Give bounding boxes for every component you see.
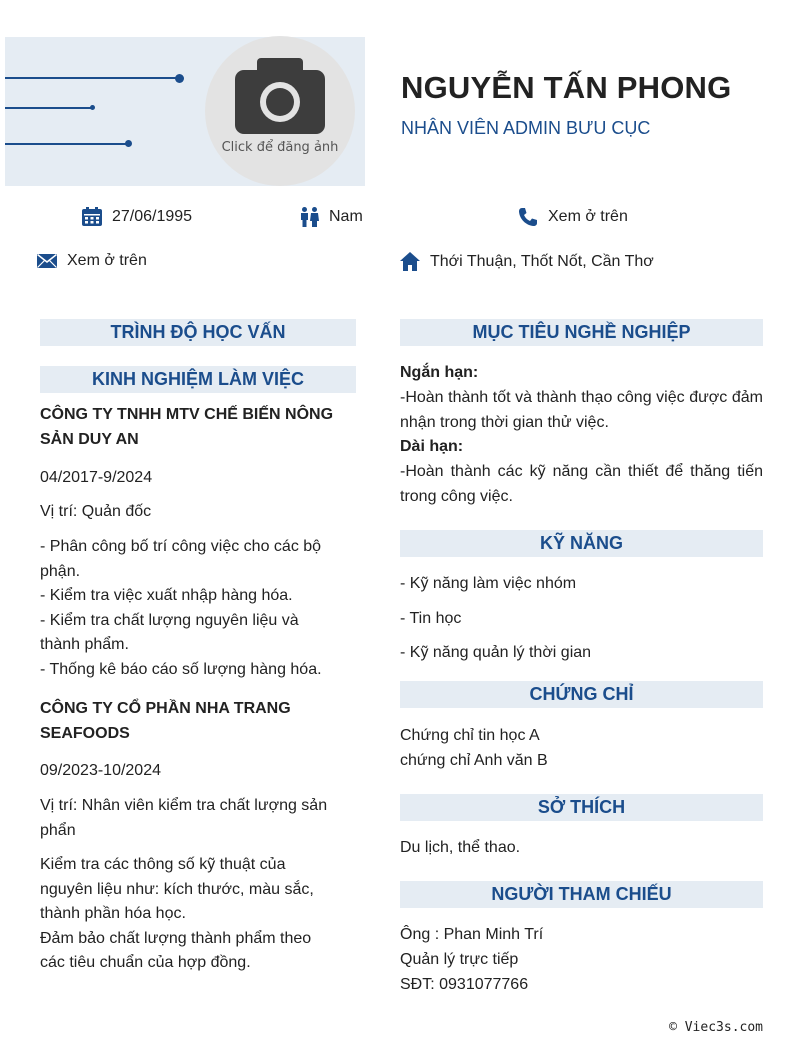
objective-short-label: Ngắn hạn: xyxy=(400,364,479,381)
decorative-dot xyxy=(125,140,132,147)
skill-item: - Kỹ năng làm việc nhóm xyxy=(400,575,577,592)
section-certificates: CHỨNG CHỈ xyxy=(400,681,763,708)
decorative-dot xyxy=(175,74,184,83)
duty-line: các tiêu chuẩn của hợp đồng. xyxy=(40,954,251,971)
decorative-dot xyxy=(90,105,95,110)
gender-icon xyxy=(300,207,319,227)
work-duties xyxy=(40,535,370,682)
birthday-value: 27/06/1995 xyxy=(112,207,193,225)
candidate-name: NGUYỄN TẤN PHONG xyxy=(401,70,732,105)
work-duties xyxy=(40,853,370,976)
company-name xyxy=(40,403,370,452)
address-value: Thới Thuận, Thốt Nốt, Cần Thơ xyxy=(430,252,654,270)
work-period: 09/2023-10/2024 xyxy=(40,762,161,779)
duty-line: - Thống kê báo cáo số lượng hàng hóa. xyxy=(40,660,322,678)
section-education: TRÌNH ĐỘ HỌC VẤN xyxy=(40,319,356,346)
company-name-line: CÔNG TY TNHH MTV CHẾ BIẾN NÔNG xyxy=(40,406,334,423)
avatar-label: Click để đăng ảnh xyxy=(221,140,339,155)
avatar-upload[interactable] xyxy=(205,36,355,186)
objective-long-text: -Hoàn thành các kỹ năng cần thiết để thăng tiến trong công việc. xyxy=(400,463,763,505)
duty-line: - Phân công bố trí công việc cho các bộ xyxy=(40,538,322,555)
duty-line: Đảm bảo chất lượng thành phẩm theo xyxy=(40,929,312,947)
job-title: NHÂN VIÊN ADMIN BƯU CỤC xyxy=(401,118,651,138)
gender-value: Nam xyxy=(329,208,363,225)
email-icon xyxy=(37,253,57,269)
objective-short-text: -Hoàn thành tốt và thành thạo công việc được đảm nhận trong thời gian thử việc. xyxy=(400,389,763,431)
duty-line: - Kiểm tra chất lượng nguyên liệu và xyxy=(40,611,299,629)
decorative-line xyxy=(5,143,129,145)
work-period: 04/2017-9/2024 xyxy=(40,469,153,486)
camera-icon xyxy=(235,56,325,136)
duty-line: Kiểm tra các thông số kỹ thuật của xyxy=(40,856,286,873)
section-hobbies: SỞ THÍCH xyxy=(400,794,763,821)
company-name-line: SẢN DUY AN xyxy=(40,430,139,448)
phone-value: Xem ở trên xyxy=(548,208,628,225)
phone-info xyxy=(518,207,628,227)
certificate-item: Chứng chỉ tin học A xyxy=(400,727,540,744)
objective-long-label: Dài hạn: xyxy=(400,438,464,455)
company-name-line: SEAFOODS xyxy=(40,724,130,742)
footer-copyright: © Viec3s.com xyxy=(669,1020,763,1035)
duty-line: thành phẩm. xyxy=(40,636,129,653)
decorative-line xyxy=(5,77,180,79)
position-line: phẩn xyxy=(40,821,76,839)
duty-line: phận. xyxy=(40,562,81,580)
decorative-line xyxy=(5,107,93,109)
duty-line: thành phần hóa học. xyxy=(40,905,186,922)
reference-line: Ông : Phan Minh Trí xyxy=(400,926,544,943)
certificate-item: chứng chỉ Anh văn B xyxy=(400,752,548,769)
position-line: Vị trí: Nhân viên kiểm tra chất lượng sản xyxy=(40,797,328,814)
section-objective: MỤC TIÊU NGHỀ NGHIỆP xyxy=(400,319,763,346)
skill-item: - Kỹ năng quản lý thời gian xyxy=(400,644,592,661)
phone-icon xyxy=(518,207,538,227)
duty-line: nguyên liệu như: kích thước, màu sắc, xyxy=(40,880,314,898)
email-info xyxy=(37,252,147,270)
work-position xyxy=(40,794,370,843)
hobbies-text: Du lịch, thể thao. xyxy=(400,839,521,856)
section-experience: KINH NGHIỆM LÀM VIỆC xyxy=(40,366,356,393)
section-skills: KỸ NĂNG xyxy=(400,530,763,557)
address-info xyxy=(400,252,654,271)
reference-line: SĐT: 0931077766 xyxy=(400,976,529,993)
reference-line: Quản lý trực tiếp xyxy=(400,951,519,968)
company-name-line: CÔNG TY CỔ PHẦN NHA TRANG xyxy=(40,700,291,717)
skill-item: - Tin học xyxy=(400,610,462,627)
section-references: NGƯỜI THAM CHIẾU xyxy=(400,881,763,908)
work-position: Vị trí: Quản đốc xyxy=(40,503,152,520)
email-value: Xem ở trên xyxy=(67,252,147,269)
gender-info xyxy=(300,207,363,227)
duty-line: - Kiểm tra việc xuất nhập hàng hóa. xyxy=(40,587,293,604)
home-icon xyxy=(400,252,420,271)
company-name xyxy=(40,697,370,746)
birthday-info xyxy=(82,207,192,226)
calendar-icon xyxy=(82,207,102,226)
